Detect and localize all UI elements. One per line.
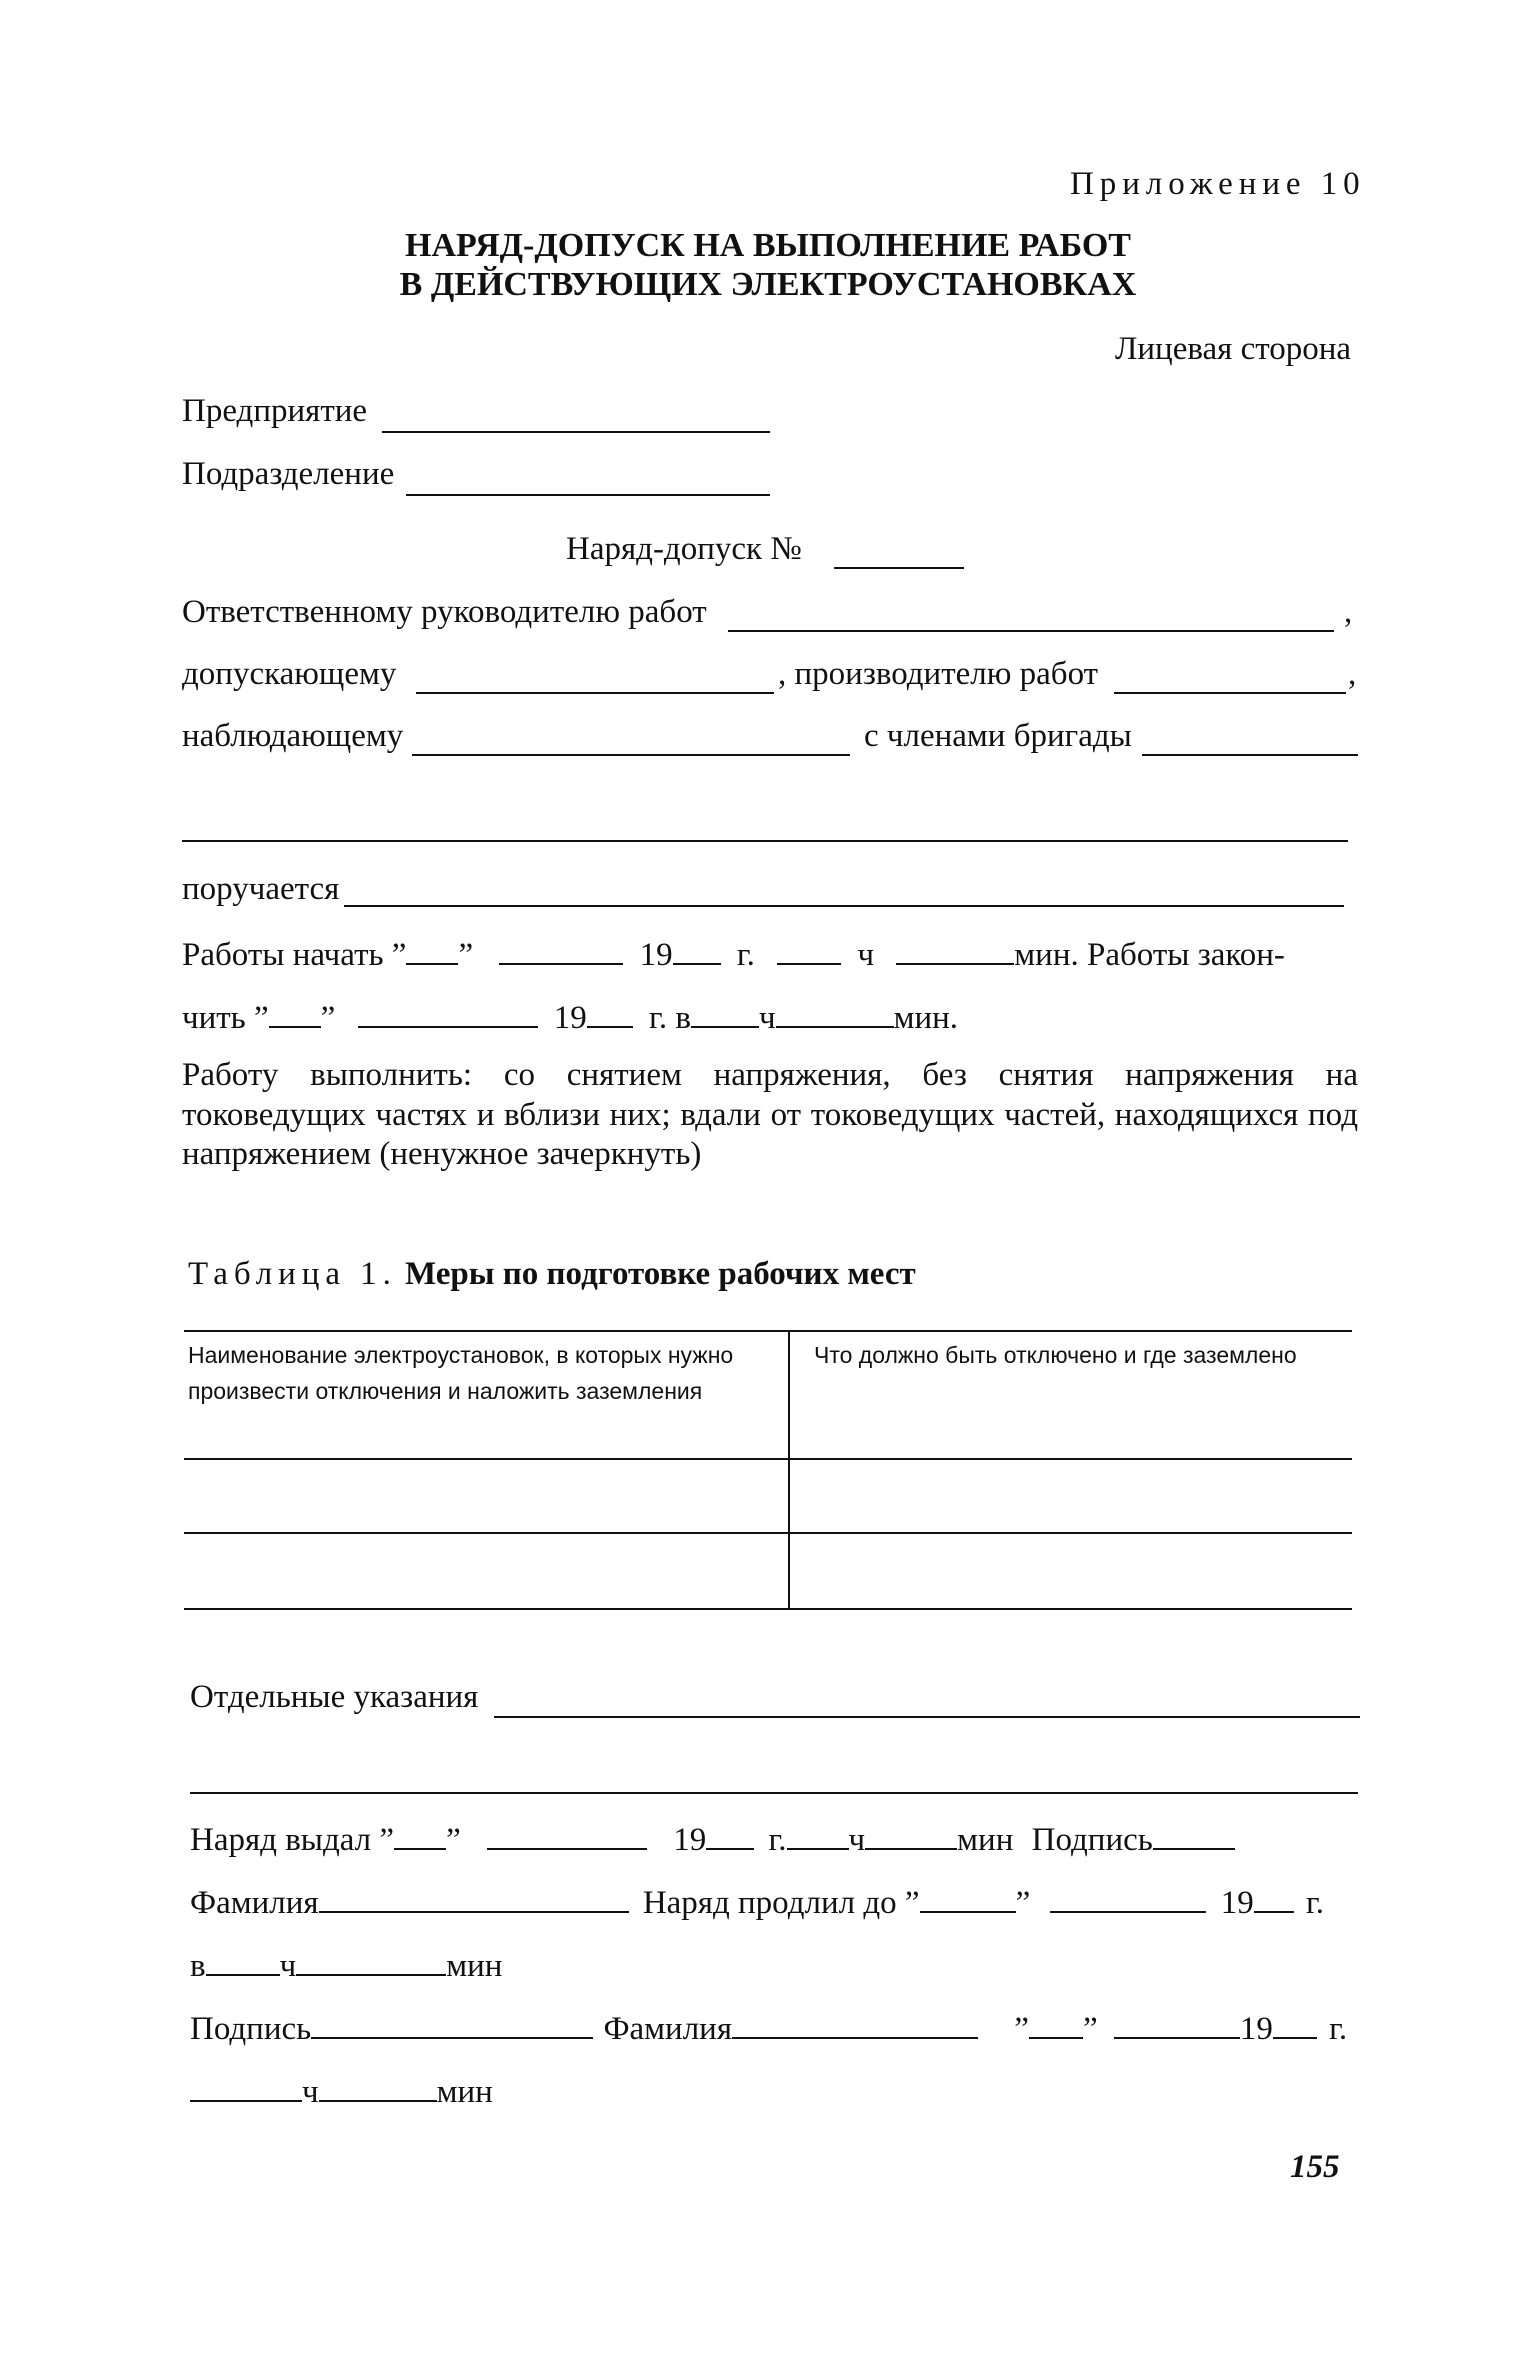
- quote-open: ”: [904, 1885, 920, 1921]
- end-day-field[interactable]: [269, 993, 321, 1028]
- brigade-label: с членами бригады: [864, 718, 1132, 754]
- work-start-row: [182, 930, 1285, 976]
- issued-year-prefix: 19: [673, 1822, 707, 1858]
- signature-label: Подпись: [190, 2011, 312, 2047]
- end-year-field[interactable]: [587, 993, 633, 1028]
- issued-surname-label: Фамилия: [190, 1885, 319, 1921]
- end-year-prefix: 19: [553, 1000, 587, 1036]
- surname-label: Фамилия: [603, 2011, 733, 2047]
- document-title-line2: В ДЕЙСТВУЮЩИХ ЭЛЕКТРОУСТАНОВКАХ: [399, 266, 1137, 303]
- producer-label: , производителю работ: [778, 656, 1099, 692]
- extended-year-label: г.: [1305, 1885, 1325, 1921]
- special-instructions-line-2[interactable]: [190, 1792, 1358, 1794]
- issued-day-field[interactable]: [394, 1815, 446, 1850]
- extended-hour-label: ч: [279, 1948, 297, 1984]
- special-instructions-line[interactable]: [494, 1716, 1360, 1718]
- issued-year-label: г.: [768, 1822, 787, 1858]
- quote-open: ”: [379, 1822, 395, 1858]
- table-top-border: [184, 1330, 1352, 1332]
- quote-open: ”: [391, 937, 407, 973]
- extended-label: Наряд продлил до: [642, 1885, 897, 1921]
- start-hour-field[interactable]: [777, 930, 841, 965]
- quote-close: ”: [320, 1000, 336, 1036]
- responsible-label: Ответственному руководителю работ: [182, 594, 707, 630]
- assigned-label: поручается: [182, 871, 340, 907]
- appendix-label: Приложение 10: [1070, 166, 1366, 202]
- end-month-field[interactable]: [358, 993, 538, 1028]
- quote-close: ”: [458, 937, 474, 973]
- signature-hour-label: ч: [302, 2074, 319, 2110]
- quote-close: ”: [1082, 2011, 1098, 2047]
- quote-close: ”: [1015, 1885, 1031, 1921]
- side-label: Лицевая сторона: [1115, 331, 1352, 367]
- observer-field-line[interactable]: [412, 754, 850, 756]
- start-year-prefix: 19: [639, 937, 673, 973]
- work-start-label: Работы начать: [182, 937, 384, 973]
- end-minute-field[interactable]: [776, 993, 894, 1028]
- table-header-col1: Наименование электроустановок, в которых нужно произвести отключения и наложить заземления: [188, 1342, 734, 1404]
- extended-month-field[interactable]: [1050, 1878, 1206, 1913]
- signature-year-label: г.: [1329, 2011, 1348, 2047]
- permit-number-field-line[interactable]: [834, 567, 964, 569]
- quote-open: ”: [253, 1000, 269, 1036]
- work-end-row: [182, 993, 958, 1039]
- admitting-field-line[interactable]: [416, 692, 774, 694]
- quote-open: ”: [1014, 2011, 1029, 2047]
- issued-label: Наряд выдал: [190, 1822, 372, 1858]
- table-row-divider: [184, 1532, 1352, 1534]
- table-caption-prefix: Таблица 1.: [188, 1256, 397, 1292]
- issued-minute-field[interactable]: [865, 1815, 957, 1850]
- issued-hour-field[interactable]: [787, 1815, 849, 1850]
- brigade-continuation-line[interactable]: [182, 840, 1348, 842]
- start-year-label: г.: [736, 937, 755, 973]
- start-minute-field[interactable]: [896, 930, 1014, 965]
- document-title-line1: НАРЯД-ДОПУСК НА ВЫПОЛНЕНИЕ РАБОТ: [405, 227, 1131, 264]
- signature-year-prefix: 19: [1239, 2011, 1273, 2047]
- signature-day-field[interactable]: [1029, 2004, 1083, 2039]
- issued-year-field[interactable]: [706, 1815, 754, 1850]
- admitting-label: допускающему: [182, 656, 397, 692]
- start-month-field[interactable]: [499, 930, 623, 965]
- table-caption: [188, 1255, 916, 1295]
- signature-year-field[interactable]: [1273, 2004, 1317, 2039]
- signature-hour-field[interactable]: [190, 2067, 302, 2102]
- issued-signature-label: Подпись: [1031, 1822, 1153, 1858]
- work-end-label: чить: [182, 1000, 246, 1036]
- table-bottom-border: [184, 1608, 1352, 1610]
- producer-field-line[interactable]: [1114, 692, 1346, 694]
- start-year-field[interactable]: [673, 930, 721, 965]
- signature-time-row: [190, 2067, 493, 2113]
- extended-at-label: в: [190, 1948, 206, 1984]
- extended-minute-label: мин: [446, 1948, 503, 1984]
- special-instructions-label: Отдельные указания: [190, 1679, 479, 1715]
- extended-time-row: [190, 1941, 502, 1987]
- signature-row: [190, 2004, 1347, 2050]
- quote-close: ”: [446, 1822, 461, 1858]
- work-instructions: Работу выполнить: со снятием напряжения, без снятия напряжения на токоведущих частях и вблизи них; вдали от токоведущих частей, находящихся под напряжением (ненужное зачеркнуть): [182, 1057, 1358, 1173]
- extended-row: [190, 1878, 1324, 1924]
- issued-surname-field[interactable]: [319, 1878, 629, 1913]
- extended-year-field[interactable]: [1254, 1878, 1294, 1913]
- signature-minute-label: мин: [436, 2074, 493, 2110]
- issued-signature-field[interactable]: [1153, 1815, 1235, 1850]
- start-day-field[interactable]: [406, 930, 458, 965]
- end-year-label: г. в: [649, 1000, 691, 1036]
- responsible-field-line[interactable]: [728, 630, 1334, 632]
- enterprise-field-line[interactable]: [382, 431, 770, 433]
- end-hour-field[interactable]: [691, 993, 759, 1028]
- signature-minute-field[interactable]: [319, 2067, 437, 2102]
- end-hour-label: ч: [758, 1000, 776, 1036]
- issued-hour-label: ч: [848, 1822, 866, 1858]
- table-header-col2: Что должно быть отключено и где заземлено: [814, 1342, 1297, 1368]
- start-minute-label: мин. Работы закон-: [1014, 937, 1285, 973]
- table-header-bottom: [184, 1458, 1352, 1460]
- comma: ,: [1344, 594, 1353, 630]
- extended-hour-field[interactable]: [206, 1941, 280, 1976]
- page-number: 155: [1290, 2149, 1340, 2185]
- issued-month-field[interactable]: [487, 1815, 647, 1850]
- end-minute-label: мин.: [893, 1000, 959, 1036]
- table-caption-title: Меры по подготовке рабочих мест: [405, 1256, 916, 1292]
- table-column-divider: [788, 1330, 790, 1608]
- division-field-line[interactable]: [406, 494, 770, 496]
- start-hour-label: ч: [857, 937, 875, 973]
- issued-minute-label: мин: [957, 1822, 1014, 1858]
- permit-number-label: Наряд-допуск №: [566, 531, 802, 567]
- surname-field[interactable]: [732, 2004, 978, 2039]
- brigade-field-line[interactable]: [1142, 754, 1358, 756]
- extended-minute-field[interactable]: [296, 1941, 446, 1976]
- extended-year-prefix: 19: [1220, 1885, 1254, 1921]
- division-label: Подразделение: [182, 456, 395, 492]
- observer-label: наблюдающему: [182, 718, 404, 754]
- enterprise-label: Предприятие: [182, 393, 368, 429]
- issued-row: [190, 1815, 1235, 1861]
- assigned-field-line[interactable]: [344, 905, 1344, 907]
- comma: ,: [1348, 656, 1357, 692]
- signature-field[interactable]: [311, 2004, 593, 2039]
- signature-month-field[interactable]: [1114, 2004, 1240, 2039]
- extended-day-field[interactable]: [920, 1878, 1016, 1913]
